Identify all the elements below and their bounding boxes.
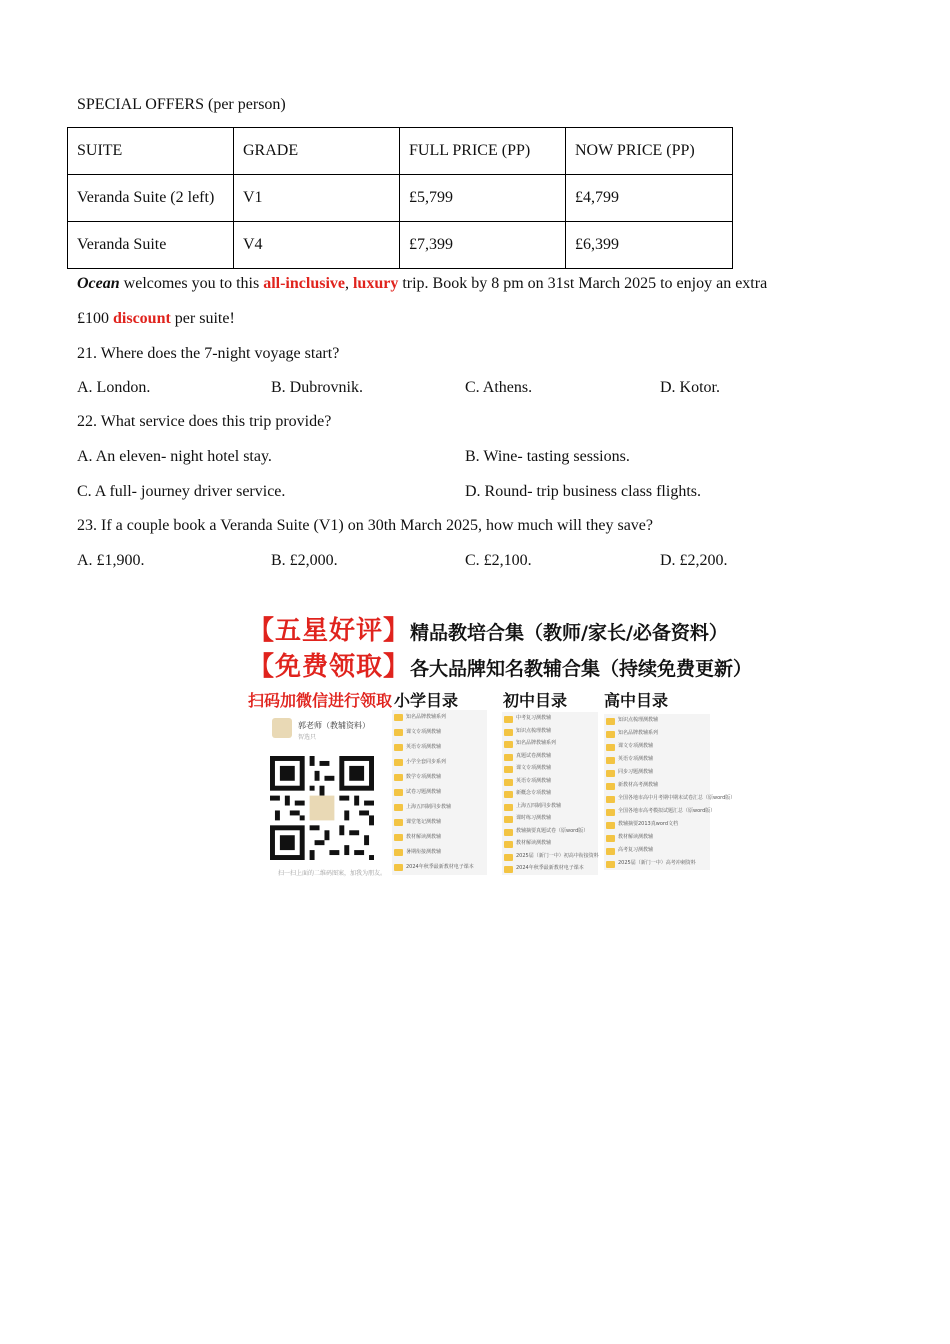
promo-keyword: discount [113, 310, 171, 327]
list-item: 课堂笔记测教辅 [392, 815, 487, 830]
ad-title-line-2 [248, 646, 752, 683]
header-suite: SUITE [68, 128, 234, 175]
promo-text: , [344, 275, 353, 292]
list-item: 同步习题测教辅 [604, 766, 710, 779]
offers-heading: SPECIAL OFFERS (per person) [77, 96, 286, 113]
list-item: 新教材高考测教辅 [604, 779, 710, 792]
profile-name: 郭老师（教辅资料） [298, 721, 370, 730]
list-item: 教辅摘要真题试卷（原word版） [502, 825, 598, 838]
cell-grade: V4 [234, 222, 400, 269]
primary-catalog-list [392, 710, 487, 875]
list-item: 数学专项测教辅 [392, 770, 487, 785]
promo-line-1 [77, 274, 767, 294]
ad-title-black: 各大品牌知名教辅合集（持续免费更新） [410, 658, 753, 680]
option-b: B. Dubrovnik. [271, 379, 363, 396]
middle-catalog-list [502, 712, 598, 875]
list-item: 教辅摘要2013真word文档 [604, 818, 710, 831]
qr-caption: 扫一扫上面的二维码图案，加我为朋友。 [278, 870, 387, 877]
promo-text: welcomes you to this [119, 275, 264, 292]
table-row [68, 175, 733, 222]
list-item: 2024年秋季最新教材电子课本 [502, 862, 598, 875]
promo-text: £100 [77, 310, 113, 327]
scan-label: 扫码加微信进行领取 [248, 691, 393, 710]
option-c: C. Athens. [465, 379, 533, 396]
list-item: 课文专项测教辅 [502, 762, 598, 775]
header-grade: GRADE [234, 128, 400, 175]
list-item: 新概念专项教辅 [502, 787, 598, 800]
header-full-price: FULL PRICE (PP) [400, 128, 566, 175]
promo-line-2 [77, 309, 235, 329]
list-item: 2024年秋季最新教材电子课本 [392, 860, 487, 875]
option-a: A. An eleven- night hotel stay. [77, 448, 272, 465]
option-a: A. £1,900. [77, 552, 145, 569]
high-catalog-heading: 高中目录 [604, 691, 669, 710]
header-now-price: NOW PRICE (PP) [566, 128, 733, 175]
avatar [272, 718, 292, 738]
option-c: C. £2,100. [465, 552, 532, 569]
list-item: 中考复习测教辅 [502, 712, 598, 725]
cell-full-price: £7,399 [400, 222, 566, 269]
list-item: 高考复习测教辅 [604, 844, 710, 857]
option-d: D. Kotor. [660, 379, 720, 396]
list-item: 全国各地市高考模拟试题汇总（原word版） [604, 805, 710, 818]
list-item: 英语专项测教辅 [392, 740, 487, 755]
promo-brand: Ocean [77, 275, 120, 292]
table-header-row [68, 128, 733, 175]
list-item: 试卷习题测教辅 [392, 785, 487, 800]
list-item: 知名品牌教辅系列 [502, 737, 598, 750]
option-d: D. Round- trip business class flights. [465, 483, 701, 500]
promo-text: trip. Book by 8 pm on 31st March 2025 to enjoy an extra [398, 275, 768, 292]
qr-code-icon[interactable] [270, 756, 374, 860]
question-21: 21. Where does the 7-night voyage start? [77, 345, 340, 362]
cell-grade: V1 [234, 175, 400, 222]
list-item: 2025届（新门一中）高考冲刺资料 [604, 857, 710, 870]
list-item: 课文专项测教辅 [604, 740, 710, 753]
list-item: 课文专项测教辅 [392, 725, 487, 740]
cell-now-price: £4,799 [566, 175, 733, 222]
list-item: 英语专项测教辅 [604, 753, 710, 766]
list-item: 小学全套同步系列 [392, 755, 487, 770]
ad-title-red: 【免费领取】 [248, 652, 411, 682]
ad-title-black: 精品教培合集（教师/家长/必备资料） [410, 622, 728, 644]
high-catalog-list [604, 714, 736, 870]
promo-keyword: luxury [352, 275, 399, 292]
option-d: D. £2,200. [660, 552, 728, 569]
question-23: 23. If a couple book a Veranda Suite (V1) on 30th March 2025, how much will they save? [77, 517, 654, 534]
ad-banner[interactable] [248, 610, 753, 880]
promo-keyword: all-inclusive [263, 275, 345, 292]
cell-full-price: £5,799 [400, 175, 566, 222]
option-b: B. £2,000. [271, 552, 338, 569]
list-item: 知识点梳理教辅 [502, 725, 598, 738]
list-item: 课时练习测教辅 [502, 812, 598, 825]
list-item: 英语专项测教辅 [502, 775, 598, 788]
profile-subtitle: 智选只 [298, 734, 317, 741]
ad-title-red: 【五星好评】 [248, 616, 411, 646]
primary-catalog-heading: 小学目录 [394, 691, 459, 710]
list-item: 教材解读测教辅 [502, 837, 598, 850]
list-item: 真题试卷测教辅 [502, 750, 598, 763]
list-item: 知名品牌教辅系列 [604, 727, 710, 740]
list-item: 教材解读测教辅 [392, 830, 487, 845]
list-item: 上海五四制同步教辅 [392, 800, 487, 815]
option-b: B. Wine- tasting sessions. [465, 448, 630, 465]
list-item: 暑期衔接测教辅 [392, 845, 487, 860]
cell-now-price: £6,399 [566, 222, 733, 269]
middle-catalog-heading: 初中目录 [503, 691, 568, 710]
list-item: 知识点梳理测教辅 [604, 714, 710, 727]
list-item: 2025届（新门一中）初高中衔接资料 [502, 850, 598, 863]
list-item: 上海五四制同步教辅 [502, 800, 598, 813]
offers-table [67, 127, 733, 269]
list-item: 知名品牌教辅系列 [392, 710, 487, 725]
list-item: 全国各地市高中月考期中期末试卷汇总（原word版） [604, 792, 710, 805]
ad-title-line-1 [248, 610, 728, 647]
option-c: C. A full- journey driver service. [77, 483, 286, 500]
question-22: 22. What service does this trip provide? [77, 413, 332, 430]
option-a: A. London. [77, 379, 151, 396]
table-row [68, 222, 733, 269]
cell-suite: Veranda Suite [68, 222, 234, 269]
list-item: 教材解读测教辅 [604, 831, 710, 844]
promo-text: per suite! [170, 310, 235, 327]
cell-suite: Veranda Suite (2 left) [68, 175, 234, 222]
